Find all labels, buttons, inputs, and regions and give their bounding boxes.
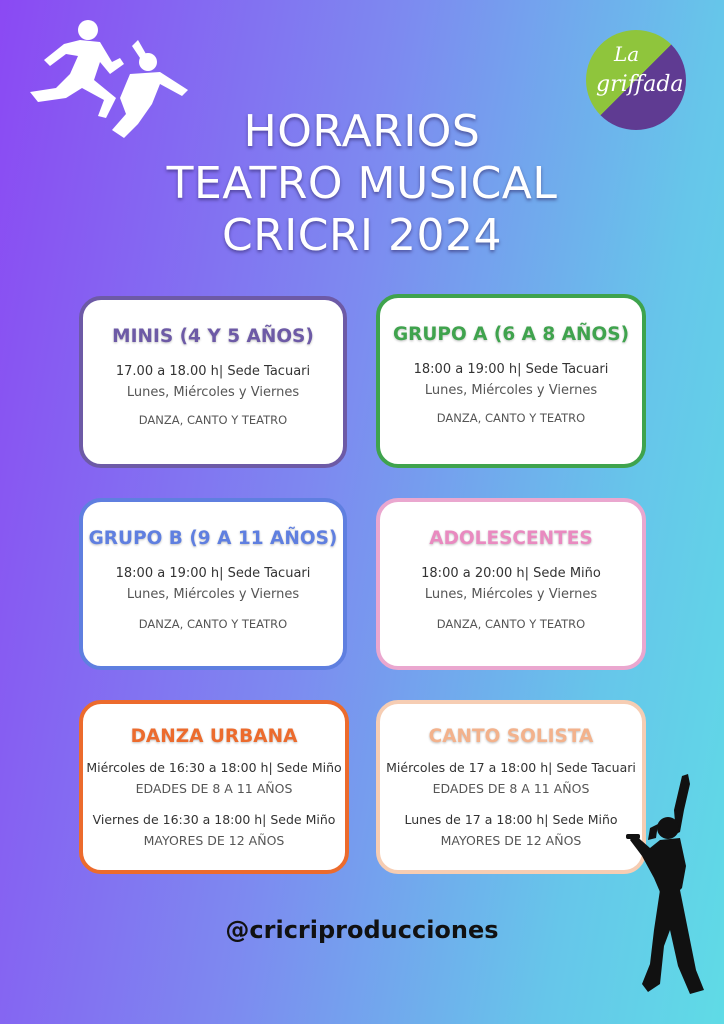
card-danza-urbana [79, 700, 349, 874]
card-title: ADOLESCENTES [429, 528, 593, 549]
card-schedule-1: Miércoles de 17 a 18:00 h| Sede Tacuari [386, 760, 636, 775]
card-schedule: 18:00 a 20:00 h| Sede Miño [421, 566, 601, 581]
card-days: Lunes, Miércoles y Viernes [424, 587, 598, 602]
card-ages-1: EDADES DE 8 A 11 AÑOS [432, 781, 590, 796]
card-ages-2: MAYORES DE 12 AÑOS [143, 833, 285, 848]
card-days: Lunes, Miércoles y Viernes [424, 383, 598, 398]
card-title: DANZA URBANA [130, 726, 298, 747]
card-activities: DANZA, CANTO Y TEATRO [138, 617, 288, 631]
card-title: GRUPO B (9 A 11 AÑOS) [88, 528, 338, 549]
card-schedule-2: Lunes de 17 a 18:00 h| Sede Miño [404, 812, 618, 827]
card-adolescentes [376, 498, 646, 670]
title-line-3: CRICRI 2024 [221, 210, 502, 261]
card-activities: DANZA, CANTO Y TEATRO [436, 617, 586, 631]
card-title: CANTO SOLISTA [428, 726, 594, 747]
card-activities: DANZA, CANTO Y TEATRO [436, 411, 586, 425]
card-title: MINIS (4 Y 5 AÑOS) [112, 326, 314, 347]
card-schedule: 18:00 a 19:00 h| Sede Tacuari [413, 362, 609, 377]
card-schedule-2: Viernes de 16:30 a 18:00 h| Sede Miño [92, 812, 336, 827]
card-grupo-b [79, 498, 347, 670]
singer-silhouette-icon [620, 770, 720, 1010]
card-days: Lunes, Miércoles y Viernes [126, 385, 300, 400]
card-activities: DANZA, CANTO Y TEATRO [138, 413, 288, 427]
logo-text-top: La [614, 42, 640, 66]
logo-text-bottom: griffada [596, 72, 684, 97]
social-handle: @cricriproducciones [225, 916, 499, 944]
card-ages-2: MAYORES DE 12 AÑOS [440, 833, 582, 848]
card-schedule-1: Miércoles de 16:30 a 18:00 h| Sede Miño [86, 760, 342, 775]
title-line-1: HORARIOS [243, 106, 481, 157]
card-grupo-a [376, 294, 646, 468]
card-minis [79, 296, 347, 468]
card-canto-solista [376, 700, 646, 874]
title-line-2: TEATRO MUSICAL [166, 158, 558, 209]
card-title: GRUPO A (6 A 8 AÑOS) [392, 324, 630, 345]
card-schedule: 18:00 a 19:00 h| Sede Tacuari [115, 566, 311, 581]
card-schedule: 17.00 a 18.00 h| Sede Tacuari [115, 364, 311, 379]
card-ages-1: EDADES DE 8 A 11 AÑOS [135, 781, 293, 796]
card-days: Lunes, Miércoles y Viernes [126, 587, 300, 602]
